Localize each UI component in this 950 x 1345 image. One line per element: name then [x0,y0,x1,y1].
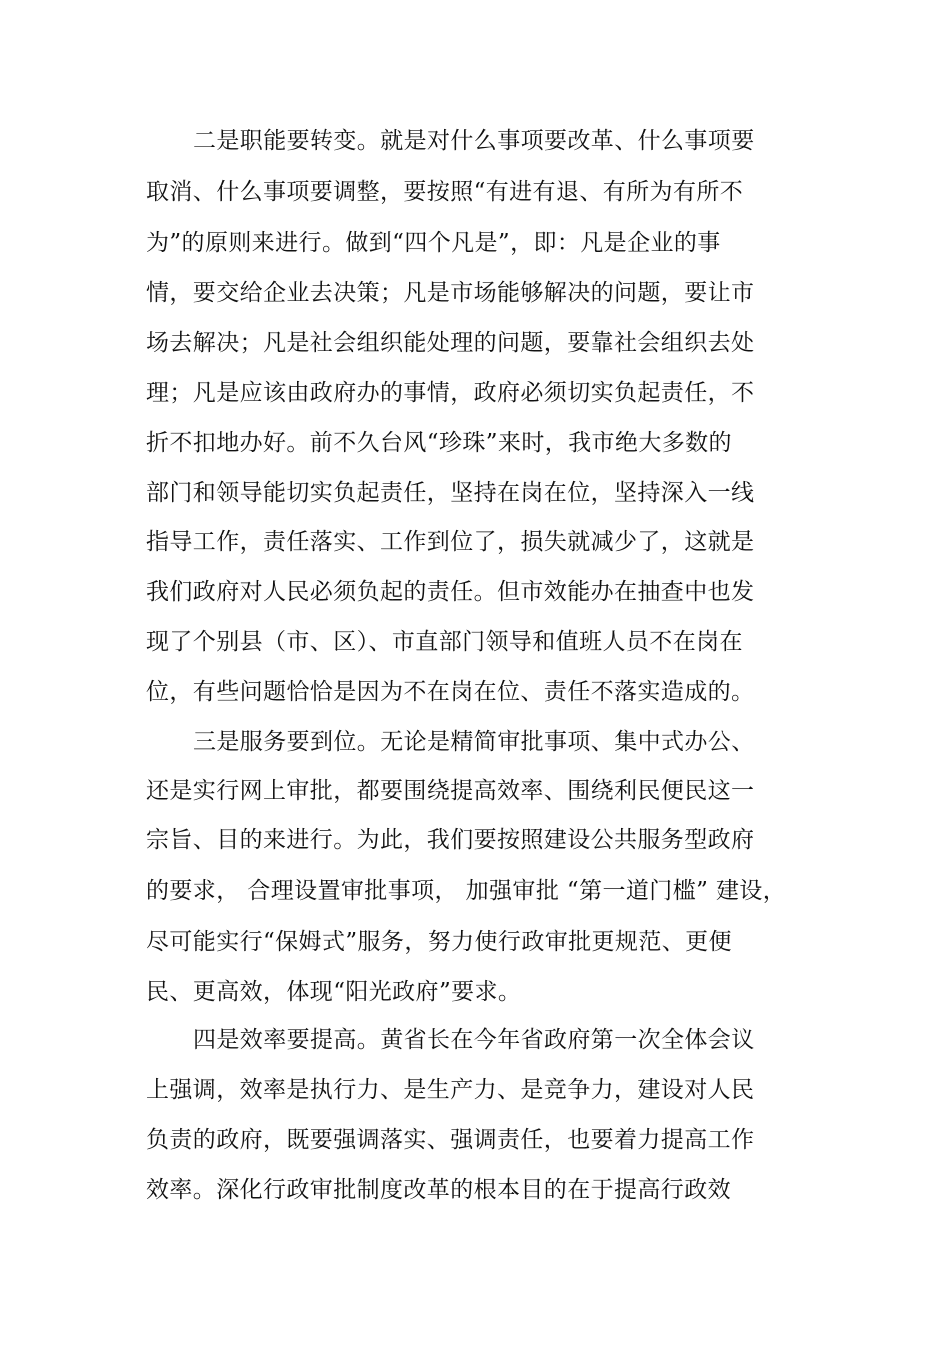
paragraph-line: 取消、什么事项要调整，要按照“有进有退、有所为有所不 [146,179,744,205]
paragraph-line: 部门和领导能切实负起责任，坚持在岗在位，坚持深入一线 [146,480,755,506]
paragraph-line: 为”的原则来进行。做到“四个凡是”，即：凡是企业的事 [146,230,721,256]
paragraph-line: 指导工作，责任落实、工作到位了，损失就减少了，这就是 [146,529,755,555]
paragraph-line: 尽可能实行“保姆式”服务，努力使行政审批更规范、更便 [146,929,732,955]
paragraph-line: 三是服务要到位。无论是精简审批事项、集中式办公、 [193,729,755,755]
paragraph-line: 理；凡是应该由政府办的事情，政府必须切实负起责任，不 [146,380,755,406]
paragraph-line: 宗旨、目的来进行。为此，我们要按照建设公共服务型政府 [146,827,755,853]
paragraph-line: 二是职能要转变。就是对什么事项要改革、什么事项要 [193,128,755,154]
paragraph-line: 四是效率要提高。黄省长在今年省政府第一次全体会议 [193,1027,755,1053]
paragraph-line: 现了个别县（市、区）、市直部门领导和值班人员不在岗在 [146,629,743,655]
paragraph-line: 场去解决；凡是社会组织能处理的问题，要靠社会组织去处 [146,330,755,356]
paragraph-line: 位，有些问题恰恰是因为不在岗在位、责任不落实造成的。 [146,679,755,705]
paragraph-line: 负责的政府，既要强调落实、强调责任，也要着力提高工作 [146,1127,755,1153]
paragraph-line: 上强调，效率是执行力、是生产力、是竞争力，建设对人民 [146,1077,755,1103]
paragraph-line: 的要求， 合理设置审批事项， 加强审批 “第一道门槛” 建设， [146,878,787,904]
paragraph-line: 还是实行网上审批，都要围绕提高效率、围绕利民便民这一 [146,778,755,804]
paragraph-line: 情，要交给企业去决策；凡是市场能够解决的问题，要让市 [146,280,755,306]
paragraph-line: 民、更高效，体现“阳光政府”要求。 [146,979,522,1005]
paragraph-line: 我们政府对人民必须负起的责任。但市效能办在抽查中也发 [146,579,755,605]
paragraph-line: 效率。深化行政审批制度改革的根本目的在于提高行政效 [146,1177,731,1203]
paragraph-line: 折不扣地办好。前不久台风“珍珠”来时，我市绝大多数的 [146,430,732,456]
